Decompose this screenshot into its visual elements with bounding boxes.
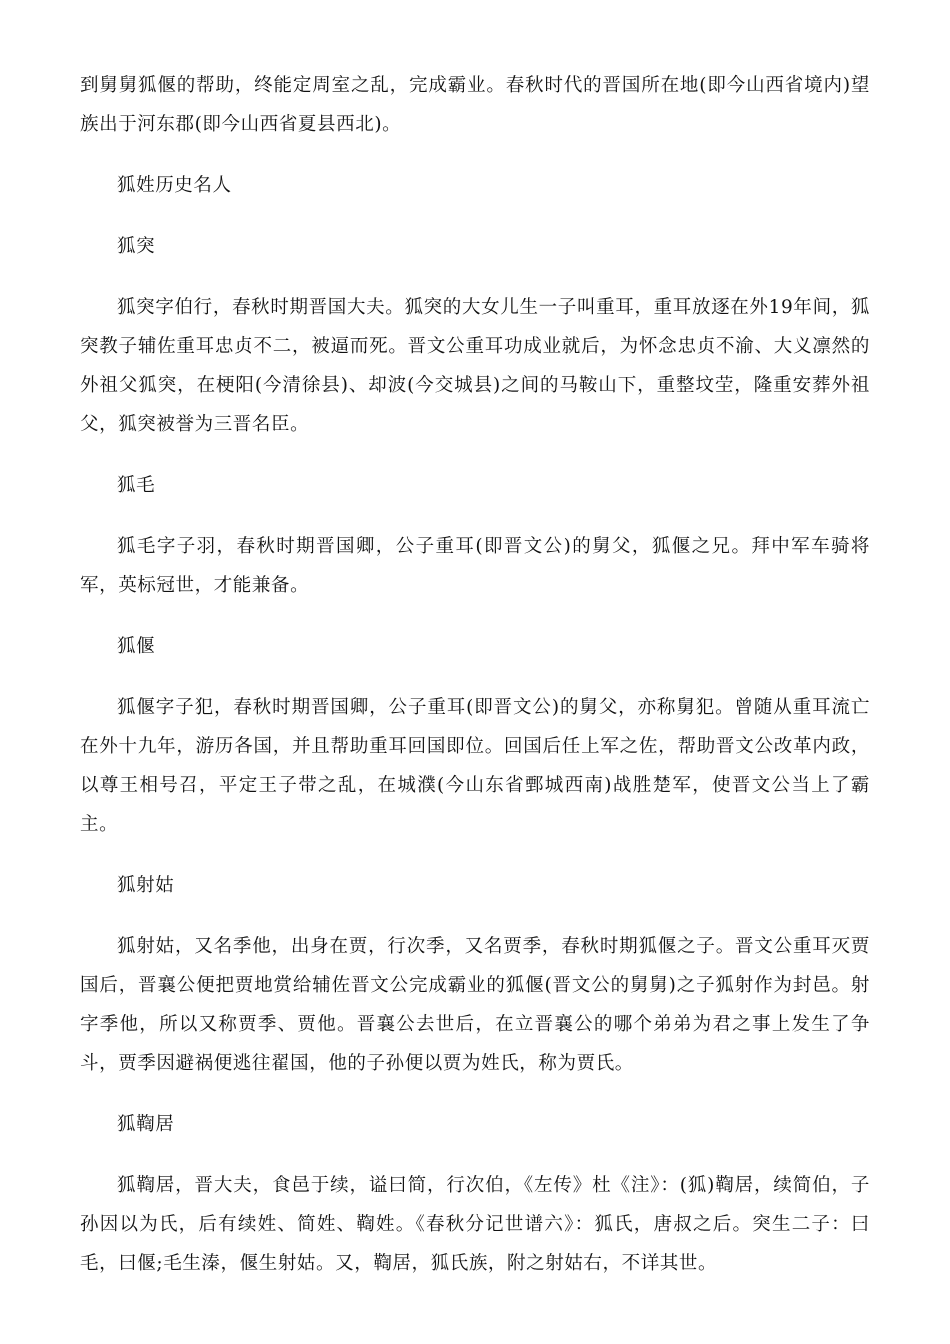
- person-name: 狐射姑: [117, 875, 175, 896]
- person-name: 狐鞫居: [117, 1114, 175, 1135]
- person-bio: 狐毛字子羽，春秋时期晋国卿，公子重耳(即晋文公)的舅父，狐偃之兄。拜中军车骑将军，英标冠世，才能兼备。: [80, 536, 870, 596]
- intro-paragraph: 到舅舅狐偃的帮助，终能定周室之乱，完成霸业。春秋时代的晋国所在地(即今山西省境内)望族出于河东郡(即今山西省夏县西北)。: [80, 75, 870, 135]
- person-name: 狐毛: [117, 475, 156, 496]
- person-bio: 狐突字伯行，春秋时期晋国大夫。狐突的大女儿生一子叫重耳，重耳放逐在外19年间，狐突教子辅佐重耳忠贞不二，被逼而死。晋文公重耳功成业就后，为怀念忠贞不渝、大义凛然的外祖父狐突，在梗阳(今清徐县)、却波(今交城县)之间的马鞍山下，重整坟茔，隆重安葬外祖父，狐突被誉为三晋名臣。: [80, 297, 870, 435]
- document-page: [80, 66, 870, 1283]
- person-bio: 狐射姑，又名季他，出身在贾，行次季，又名贾季，春秋时期狐偃之子。晋文公重耳灭贾国后，晋襄公便把贾地赏给辅佐晋文公完成霸业的狐偃(晋文公的舅舅)之子狐射作为封邑。射字季他，所以又称贾季、贾他。晋襄公去世后，在立晋襄公的哪个弟弟为君之事上发生了争斗，贾季因避祸便逃往翟国，他的子孙便以贾为姓氏，称为贾氏。: [80, 936, 870, 1074]
- person-bio: 狐鞫居，晋大夫，食邑于续，谥曰简，行次伯，《左传》杜《注》：(狐)鞫居，续简伯，子孙因以为氏，后有续姓、简姓、鞫姓。《春秋分记世谱六》：狐氏，唐叔之后。突生二子：曰毛，曰偃;毛生溱，偃生射姑。又，鞫居，狐氏族，附之射姑右，不详其世。: [80, 1175, 870, 1274]
- section-title: 狐姓历史名人: [117, 175, 232, 196]
- person-name: 狐偃: [117, 636, 156, 657]
- person-name: 狐突: [117, 236, 156, 257]
- person-bio: 狐偃字子犯，春秋时期晋国卿，公子重耳(即晋文公)的舅父，亦称舅犯。曾随从重耳流亡在外十九年，游历各国，并且帮助重耳回国即位。回国后任上军之佐，帮助晋文公改革内政，以尊王相号召，平定王子带之乱，在城濮(今山东省鄄城西南)战胜楚军，使晋文公当上了霸主。: [80, 697, 870, 835]
